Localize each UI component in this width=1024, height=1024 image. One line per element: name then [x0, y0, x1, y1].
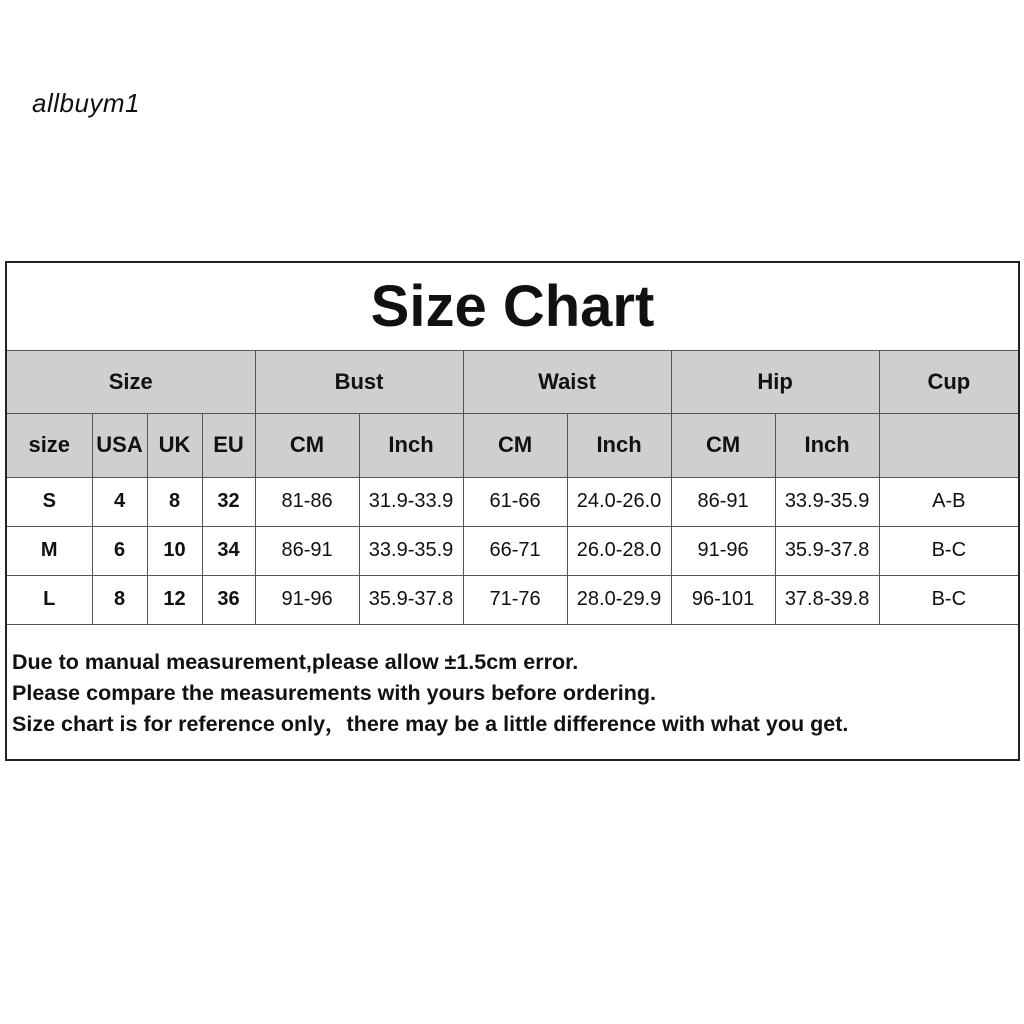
subheader-waist-cm: CM [463, 413, 567, 477]
cell-size: L [7, 575, 92, 624]
cell-bust-cm: 81-86 [255, 477, 359, 526]
cell-size: S [7, 477, 92, 526]
cell-usa: 6 [92, 526, 147, 575]
table-row [7, 575, 1018, 624]
subheader-uk: UK [147, 413, 202, 477]
cell-eu: 32 [202, 477, 255, 526]
cell-size: M [7, 526, 92, 575]
cell-bust-cm: 86-91 [255, 526, 359, 575]
note-line: Due to manual measurement,please allow ±1.5cm error. [12, 649, 579, 674]
subheader-bust-cm: CM [255, 413, 359, 477]
header-hip: Hip [671, 351, 879, 413]
subheader-hip-cm: CM [671, 413, 775, 477]
subheader-hip-inch: Inch [775, 413, 879, 477]
subheader-cup [879, 413, 1018, 477]
header-waist: Waist [463, 351, 671, 413]
subheader-size: size [7, 413, 92, 477]
sub-header-row [7, 413, 1018, 477]
subheader-waist-inch: Inch [567, 413, 671, 477]
cell-uk: 8 [147, 477, 202, 526]
cell-bust-inch: 31.9-33.9 [359, 477, 463, 526]
cell-waist-cm: 61-66 [463, 477, 567, 526]
cell-hip-inch: 33.9-35.9 [775, 477, 879, 526]
subheader-usa: USA [92, 413, 147, 477]
cell-cup: B-C [879, 526, 1018, 575]
cell-waist-cm: 71-76 [463, 575, 567, 624]
cell-eu: 36 [202, 575, 255, 624]
cell-cup: A-B [879, 477, 1018, 526]
cell-hip-cm: 91-96 [671, 526, 775, 575]
cell-waist-inch: 24.0-26.0 [567, 477, 671, 526]
cell-eu: 34 [202, 526, 255, 575]
table-row [7, 526, 1018, 575]
size-chart [5, 261, 1020, 761]
cell-usa: 8 [92, 575, 147, 624]
note-line: Please compare the measurements with yours before ordering. [12, 680, 657, 705]
cell-waist-cm: 66-71 [463, 526, 567, 575]
group-header-row [7, 351, 1018, 413]
note-line: Size chart is for reference only，there may be a little difference with what you get. [12, 711, 849, 736]
cell-bust-cm: 91-96 [255, 575, 359, 624]
header-bust: Bust [255, 351, 463, 413]
cell-uk: 10 [147, 526, 202, 575]
notes [7, 625, 1018, 740]
cell-usa: 4 [92, 477, 147, 526]
cell-cup: B-C [879, 575, 1018, 624]
cell-waist-inch: 26.0-28.0 [567, 526, 671, 575]
header-size: Size [7, 351, 255, 413]
cell-hip-inch: 37.8-39.8 [775, 575, 879, 624]
cell-bust-inch: 35.9-37.8 [359, 575, 463, 624]
cell-uk: 12 [147, 575, 202, 624]
cell-hip-cm: 96-101 [671, 575, 775, 624]
cell-waist-inch: 28.0-29.9 [567, 575, 671, 624]
chart-title: Size Chart [7, 263, 1018, 351]
table-row [7, 477, 1018, 526]
cell-hip-cm: 86-91 [671, 477, 775, 526]
size-table [7, 351, 1018, 625]
header-cup: Cup [879, 351, 1018, 413]
watermark: allbuym1 [32, 88, 141, 118]
cell-hip-inch: 35.9-37.8 [775, 526, 879, 575]
cell-bust-inch: 33.9-35.9 [359, 526, 463, 575]
subheader-eu: EU [202, 413, 255, 477]
subheader-bust-inch: Inch [359, 413, 463, 477]
